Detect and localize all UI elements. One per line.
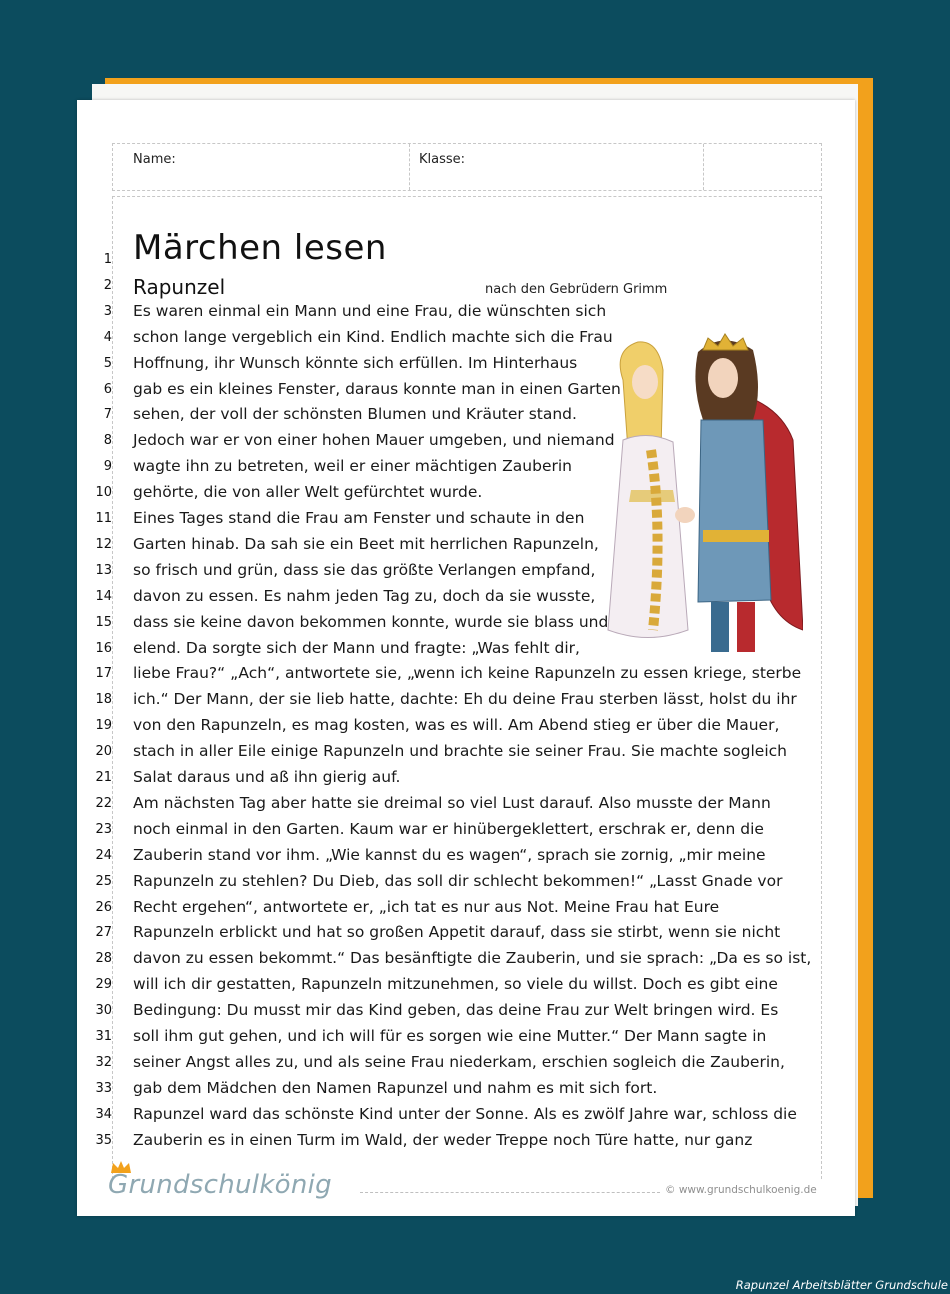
story-line: soll ihm gut gehen, und ich will für es sorgen wie eine Mutter.“ Der Mann sagte in [133, 1027, 767, 1045]
line-number: 14 [95, 588, 112, 604]
story-line: Zauberin es in einen Turm im Wald, der weder Treppe noch Türe hatte, nur ganz [133, 1130, 753, 1149]
story-line: Garten hinab. Da sah sie ein Beet mit herrlichen Rapunzeln, [133, 534, 599, 553]
class-label: Klasse: [419, 152, 466, 167]
story-line: seiner Angst alles zu, und als seine Frau niederkam, erschien sogleich die Zauberin, [133, 1052, 785, 1071]
story-line: ich.“ Der Mann, der sie lieb hatte, dachte: Eh du deine Frau sterben lässt, holst du ihr [133, 690, 797, 709]
line-number: 12 [95, 536, 112, 552]
line-number: 4 [103, 329, 112, 345]
line-number: 16 [95, 640, 112, 656]
story-line: will ich dir gestatten, Rapunzeln mitzunehmen, so viele du willst. Doch es gibt eine [133, 975, 778, 994]
line-number: 22 [95, 795, 112, 811]
story-line: elend. Da sorgte sich der Mann und fragte: „Was fehlt dir, [133, 638, 580, 657]
line-number: 19 [95, 718, 112, 734]
story-line: gab es ein kleines Fenster, daraus konnte man in einen Garten [133, 379, 621, 398]
copyright-text: © www.grundschulkoenig.de [665, 1184, 817, 1196]
header-divider [409, 144, 410, 190]
story-line: wagte ihn zu betreten, weil er einer mächtigen Zauberin [133, 457, 572, 476]
story-line: davon zu essen bekommt.“ Das besänftigte die Zauberin, und sie sprach: „Da es so ist, [133, 949, 812, 968]
line-number: 21 [95, 770, 112, 785]
line-number: 5 [103, 355, 112, 371]
line-number: 10 [95, 485, 112, 501]
story-line: Bedingung: Du musst mir das Kind geben, das deine Frau zur Welt bringen wird. Es [133, 1001, 779, 1020]
line-number: 31 [95, 1029, 112, 1044]
story-line: stach in aller Eile einige Rapunzeln und brachte sie seiner Frau. Sie machte sogleich [133, 742, 787, 761]
line-number: 9 [103, 459, 112, 475]
image-caption: Rapunzel Arbeitsblätter Grundschule [735, 1278, 948, 1292]
page-title: Märchen lesen [133, 228, 387, 268]
line-number: 2 [103, 277, 112, 293]
story-line: Salat daraus und aß ihn gierig auf. [133, 768, 401, 786]
header-divider [703, 144, 704, 190]
line-number: 25 [95, 873, 112, 889]
line-number: 18 [95, 692, 112, 708]
story-line: Am nächsten Tag aber hatte sie dreimal so viel Lust darauf. Also musste der Mann [133, 793, 771, 812]
story-line: gehörte, die von aller Welt gefürchtet wurde. [133, 483, 483, 502]
rapunzel-prince-illustration [603, 330, 803, 656]
story-line: Rapunzeln erblickt und hat so großen Appetit darauf, dass sie stirbt, wenn sie nicht [133, 923, 781, 942]
story-line: Eines Tages stand die Frau am Fenster und schaute in den [133, 509, 585, 527]
line-number: 35 [95, 1132, 112, 1148]
story-line: so frisch und grün, dass sie das größte Verlangen empfand, [133, 560, 596, 579]
story-line: gab dem Mädchen den Namen Rapunzel und nahm es mit sich fort. [133, 1078, 658, 1097]
story-line: schon lange vergeblich ein Kind. Endlich machte sich die Frau [133, 327, 613, 346]
name-label: Name: [133, 152, 176, 167]
line-number: 23 [95, 821, 112, 837]
line-number: 6 [103, 381, 112, 397]
story-line: davon zu essen. Es nahm jeden Tag zu, doch da sie wusste, [133, 586, 596, 605]
line-number: 17 [95, 666, 112, 682]
line-number: 15 [95, 614, 112, 630]
story-line: noch einmal in den Garten. Kaum war er hinübergeklettert, erschrak er, denn die [133, 819, 764, 838]
line-number: 11 [95, 511, 112, 526]
line-number: 13 [95, 562, 112, 578]
story-line: von den Rapunzeln, es mag kosten, was es will. Am Abend stieg er über die Mauer, [133, 716, 780, 735]
story-line: Rapunzel ward das schönste Kind unter der Sonne. Als es zwölf Jahre war, schloss die [133, 1104, 797, 1123]
footer-rule [360, 1192, 660, 1193]
line-number: 27 [95, 925, 112, 941]
line-number: 29 [95, 977, 112, 993]
story-title: Rapunzel [133, 275, 226, 299]
line-number: 28 [95, 951, 112, 967]
story-line: Hoffnung, ihr Wunsch könnte sich erfüllen. Im Hinterhaus [133, 353, 578, 372]
name-class-header [112, 143, 822, 191]
line-number: 1 [103, 252, 112, 267]
story-line: dass sie keine davon bekommen konnte, wurde sie blass und [133, 612, 609, 631]
story-line: liebe Frau?“ „Ach“, antwortete sie, „wenn ich keine Rapunzeln zu essen kriege, sterbe [133, 664, 802, 683]
line-number: 32 [95, 1054, 112, 1070]
line-number: 30 [95, 1003, 112, 1019]
line-number: 7 [103, 407, 112, 423]
line-number: 8 [103, 433, 112, 449]
grundschulkoenig-logo: Grundschulkönig [108, 1170, 332, 1200]
story-line: sehen, der voll der schönsten Blumen und Kräuter stand. [133, 405, 577, 424]
story-line: Es waren einmal ein Mann und eine Frau, die wünschten sich [133, 301, 607, 320]
story-source: nach den Gebrüdern Grimm [485, 282, 668, 297]
line-number: 3 [103, 303, 112, 319]
story-line: Zauberin stand vor ihm. „Wie kannst du es wagen“, sprach sie zornig, „mir meine [133, 845, 766, 864]
story-line: Recht ergehen“, antwortete er, „ich tat es nur aus Not. Meine Frau hat Eure [133, 897, 720, 916]
line-number: 24 [95, 847, 112, 863]
story-line: Rapunzeln zu stehlen? Du Dieb, das soll dir schlecht bekommen!“ „Lasst Gnade vor [133, 871, 783, 890]
line-number: 33 [95, 1080, 112, 1096]
line-number: 20 [95, 744, 112, 760]
line-number: 34 [95, 1106, 112, 1122]
line-number: 26 [95, 899, 112, 915]
story-line: Jedoch war er von einer hohen Mauer umgeben, und niemand [133, 431, 615, 450]
